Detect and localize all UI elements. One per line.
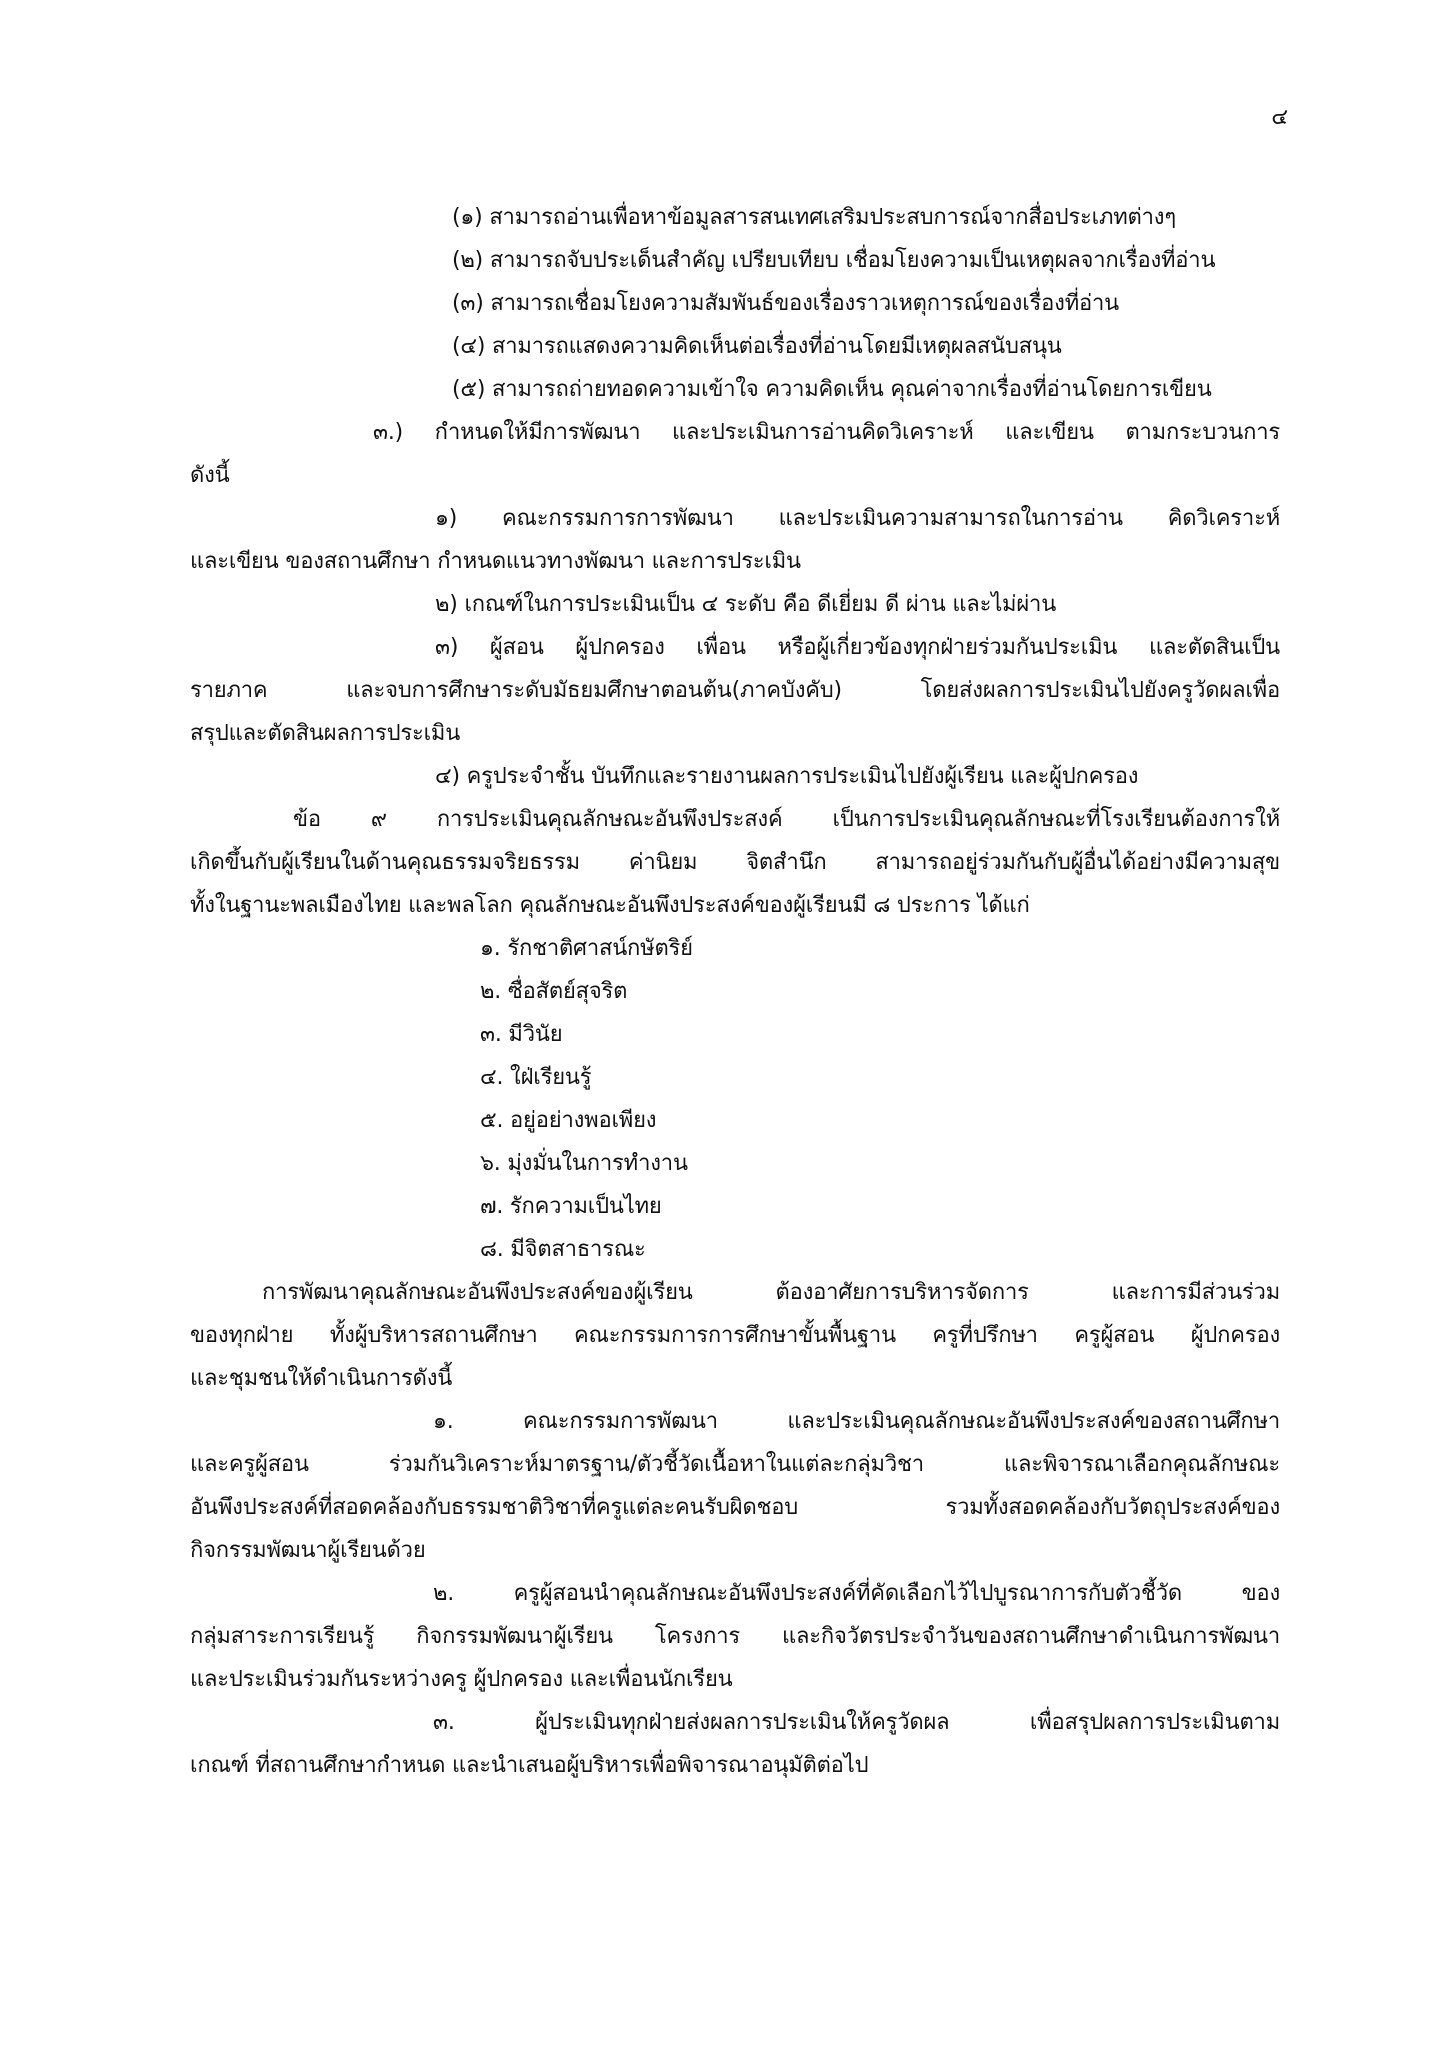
text-line: การพัฒนาคุณลักษณะอันพึงประสงค์ของผู้เรียน ต้องอาศัยการบริหารจัดการ และการมีส่วนร่วม (262, 1280, 1280, 1305)
text-line: ๒. ครูผู้สอนนำคุณลักษณะอันพึงประสงค์ที่คัดเลือกไว้ไปบูรณาการกับตัวชี้วัด ของ (433, 1581, 1280, 1606)
text-line: ทั้งในฐานะพลเมืองไทย และพลโลก คุณลักษณะอันพึงประสงค์ของผู้เรียนมี ๘ ประการ ได้แก่ (190, 893, 1030, 918)
list-item: ๘. มีจิตสาธารณะ (480, 1237, 646, 1262)
text-line: (๔) สามารถแสดงความคิดเห็นต่อเรื่องที่อ่านโดยมีเหตุผลสนับสนุน (452, 334, 1062, 359)
text-line: ๓. ผู้ประเมินทุกฝ่ายส่งผลการประเมินให้ครูวัดผล เพื่อสรุปผลการประเมินตาม (433, 1710, 1280, 1735)
text-line: ๑) คณะกรรมการการพัฒนา และประเมินความสามารถในการอ่าน คิดวิเคราะห์ (435, 506, 1280, 531)
text-line: (๕) สามารถถ่ายทอดความเข้าใจ ความคิดเห็น คุณค่าจากเรื่องที่อ่านโดยการเขียน (452, 377, 1212, 402)
page-number: ๔ (1271, 105, 1288, 130)
text-line: (๑) สามารถอ่านเพื่อหาข้อมูลสารสนเทศเสริมประสบการณ์จากสื่อประเภทต่างๆ (452, 205, 1176, 230)
text-line: ๑. คณะกรรมการพัฒนา และประเมินคุณลักษณะอันพึงประสงค์ของสถานศึกษา (433, 1409, 1280, 1434)
list-item: ๒. ซื่อสัตย์สุจริต (480, 979, 628, 1004)
text-line: กลุ่มสาระการเรียนรู้ กิจกรรมพัฒนาผู้เรียน โครงการ และกิจวัตรประจำวันของสถานศึกษาดำเนินการพัฒนา (190, 1624, 1280, 1649)
text-line: และประเมินร่วมกันระหว่างครู ผู้ปกครอง และเพื่อนนักเรียน (190, 1667, 733, 1692)
text-line: รายภาค และจบการศึกษาระดับมัธยมศึกษาตอนต้น(ภาคบังคับ) โดยส่งผลการประเมินไปยังครูวัดผลเพื่อ (190, 678, 1280, 703)
text-line: ๒) เกณฑ์ในการประเมินเป็น ๔ ระดับ คือ ดีเยี่ยม ดี ผ่าน และไม่ผ่าน (435, 592, 1057, 617)
text-line: ข้อ ๙ การประเมินคุณลักษณะอันพึงประสงค์ เป็นการประเมินคุณลักษณะที่โรงเรียนต้องการให้ (293, 807, 1280, 832)
text-line: ของทุกฝ่าย ทั้งผู้บริหารสถานศึกษา คณะกรรมการการศึกษาขั้นพื้นฐาน ครูที่ปรึกษา ครูผู้สอน ผู้ปกครอง (190, 1323, 1280, 1348)
text-line: กิจกรรมพัฒนาผู้เรียนด้วย (190, 1538, 426, 1563)
text-line: ดังนี้ (190, 463, 230, 488)
text-line: เกณฑ์ ที่สถานศึกษากำหนด และนำเสนอผู้บริหารเพื่อพิจารณาอนุมัติต่อไป (190, 1753, 869, 1778)
text-line: และครูผู้สอน ร่วมกันวิเคราะห์มาตรฐาน/ตัวชี้วัดเนื้อหาในแต่ละกลุ่มวิชา และพิจารณาเลือกคุณลักษณะ (190, 1452, 1280, 1477)
list-item: ๖. มุ่งมั่นในการทำงาน (480, 1151, 688, 1176)
list-item: ๗. รักความเป็นไทย (480, 1194, 662, 1219)
text-line: และเขียน ของสถานศึกษา กำหนดแนวทางพัฒนา และการประเมิน (190, 549, 801, 574)
list-item: ๕. อยู่อย่างพอเพียง (480, 1108, 657, 1133)
list-item: ๔. ใฝ่เรียนรู้ (480, 1065, 592, 1090)
text-line: อันพึงประสงค์ที่สอดคล้องกับธรรมชาติวิชาที่ครูแต่ละคนรับผิดชอบ รวมทั้งสอดคล้องกับวัตถุประสงค์ของ (190, 1495, 1280, 1520)
text-line: ๓) ผู้สอน ผู้ปกครอง เพื่อน หรือผู้เกี่ยวข้องทุกฝ่ายร่วมกันประเมิน และตัดสินเป็น (435, 635, 1280, 660)
text-line: สรุปและตัดสินผลการประเมิน (190, 721, 461, 746)
list-item: ๑. รักชาติศาสน์กษัตริย์ (480, 936, 693, 961)
text-line: ๔) ครูประจำชั้น บันทึกและรายงานผลการประเมินไปยังผู้เรียน และผู้ปกครอง (435, 764, 1139, 789)
text-line: (๒) สามารถจับประเด็นสำคัญ เปรียบเทียบ เชื่อมโยงความเป็นเหตุผลจากเรื่องที่อ่าน (452, 248, 1216, 273)
text-line: (๓) สามารถเชื่อมโยงความสัมพันธ์ของเรื่องราวเหตุการณ์ของเรื่องที่อ่าน (452, 291, 1120, 316)
list-item: ๓. มีวินัย (480, 1022, 563, 1047)
text-line: และชุมชนให้ดำเนินการดังนี้ (190, 1366, 453, 1391)
text-line: ๓.) กำหนดให้มีการพัฒนา และประเมินการอ่านคิดวิเคราะห์ และเขียน ตามกระบวนการ (373, 420, 1280, 445)
text-line: เกิดขึ้นกับผู้เรียนในด้านคุณธรรมจริยธรรม ค่านิยม จิตสำนึก สามารถอยู่ร่วมกันกับผู้อื่นได้อย่างมีความสุข (190, 850, 1280, 875)
